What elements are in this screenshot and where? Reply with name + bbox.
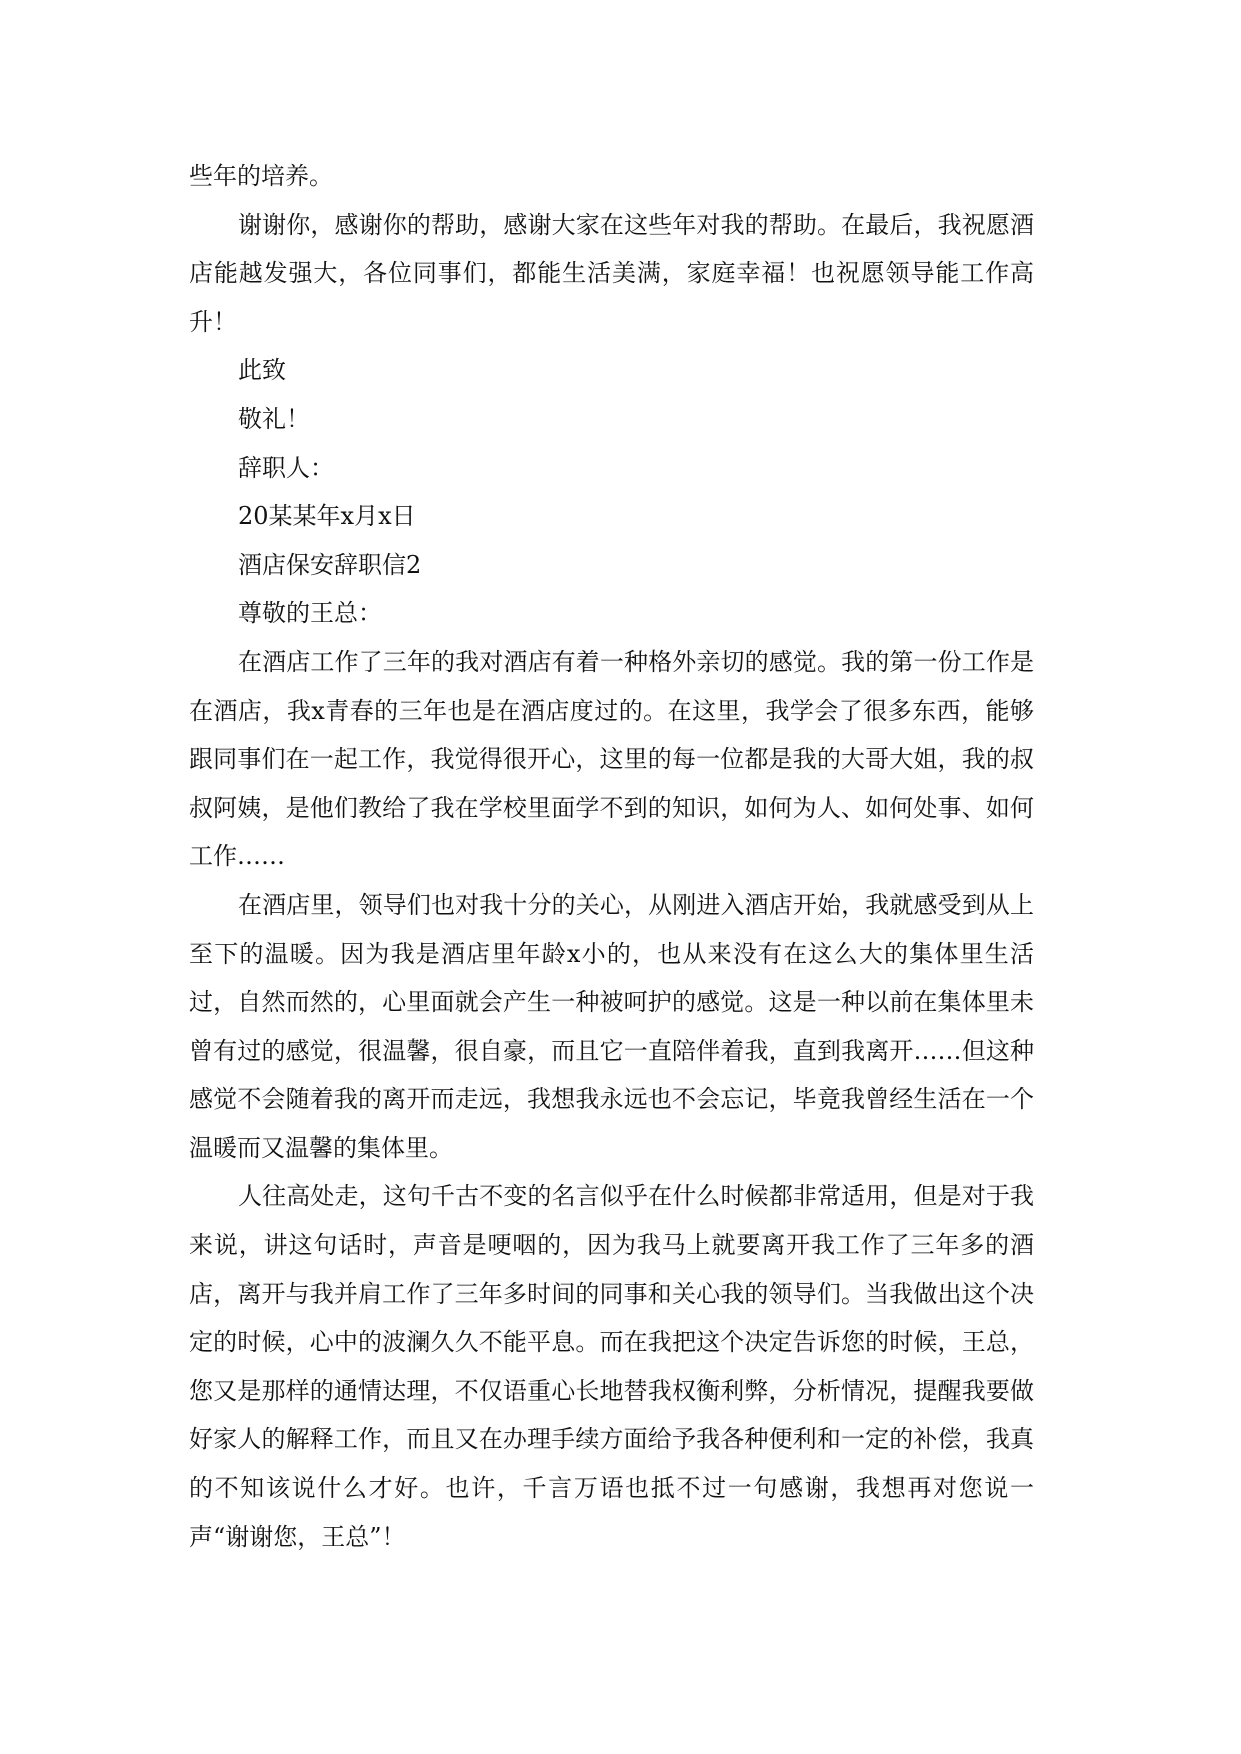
- paragraph-continuation: 些年的培养。: [189, 162, 333, 190]
- greeting-line: 尊敬的王总：: [238, 599, 382, 628]
- signature-line: 辞职人：: [238, 453, 334, 482]
- paragraph-body-3: 人往高处走，这句千古不变的名言似乎在什么时候都非常适用，但是对于我来说，讲这句话时，声音是哽咽的，因为我马上就要离开我工作了三年多的酒店，离开与我并肩工作了三年多时间的同事和关心我的领导们。当我做出这个决定的时候，心中的波澜久久不能平息。而在我把这个决定告诉您的时候，王总，您又是那样的通情达理，不仅语重心长地替我权衡利弊，分析情况，提醒我要做好家人的解释工作，而且又在办理手续方面给予我各种便利和一定的补偿，我真的不知该说什么才好。也许，千言万语也抵不过一句感谢，我想再对您说一声“谢谢您，王总”！: [189, 1182, 1034, 1551]
- closing-salutation: 此致: [238, 356, 286, 385]
- date-line: 20某某年x月x日: [238, 502, 416, 531]
- paragraph-thanks: 谢谢你，感谢你的帮助，感谢大家在这些年对我的帮助。在最后，我祝愿酒店能越发强大，各位同事们，都能生活美满，家庭幸福！也祝愿领导能工作高升！: [189, 210, 1034, 336]
- section-heading: 酒店保安辞职信2: [238, 550, 422, 579]
- paragraph-body-1: 在酒店工作了三年的我对酒店有着一种格外亲切的感觉。我的第一份工作是在酒店，我x青春的三年也是在酒店度过的。在这里，我学会了很多东西，能够跟同事们在一起工作，我觉得很开心，这里的每一位都是我的大哥大姐，我的叔叔阿姨，是他们教给了我在学校里面学不到的知识，如何为人、如何处事、如何工作……: [189, 647, 1034, 871]
- document-page: [189, 152, 1034, 1561]
- paragraph-body-2: 在酒店里，领导们也对我十分的关心，从刚进入酒店开始，我就感受到从上至下的温暖。因为我是酒店里年龄x小的，也从来没有在这么大的集体里生活过，自然而然的，心里面就会产生一种被呵护的感觉。这是一种以前在集体里未曾有过的感觉，很温馨，很自豪，而且它一直陪伴着我，直到我离开……但这种感觉不会随着我的离开而走远，我想我永远也不会忘记，毕竟我曾经生活在一个温暖而又温馨的集体里。: [189, 890, 1034, 1162]
- closing-regards: 敬礼！: [238, 404, 310, 433]
